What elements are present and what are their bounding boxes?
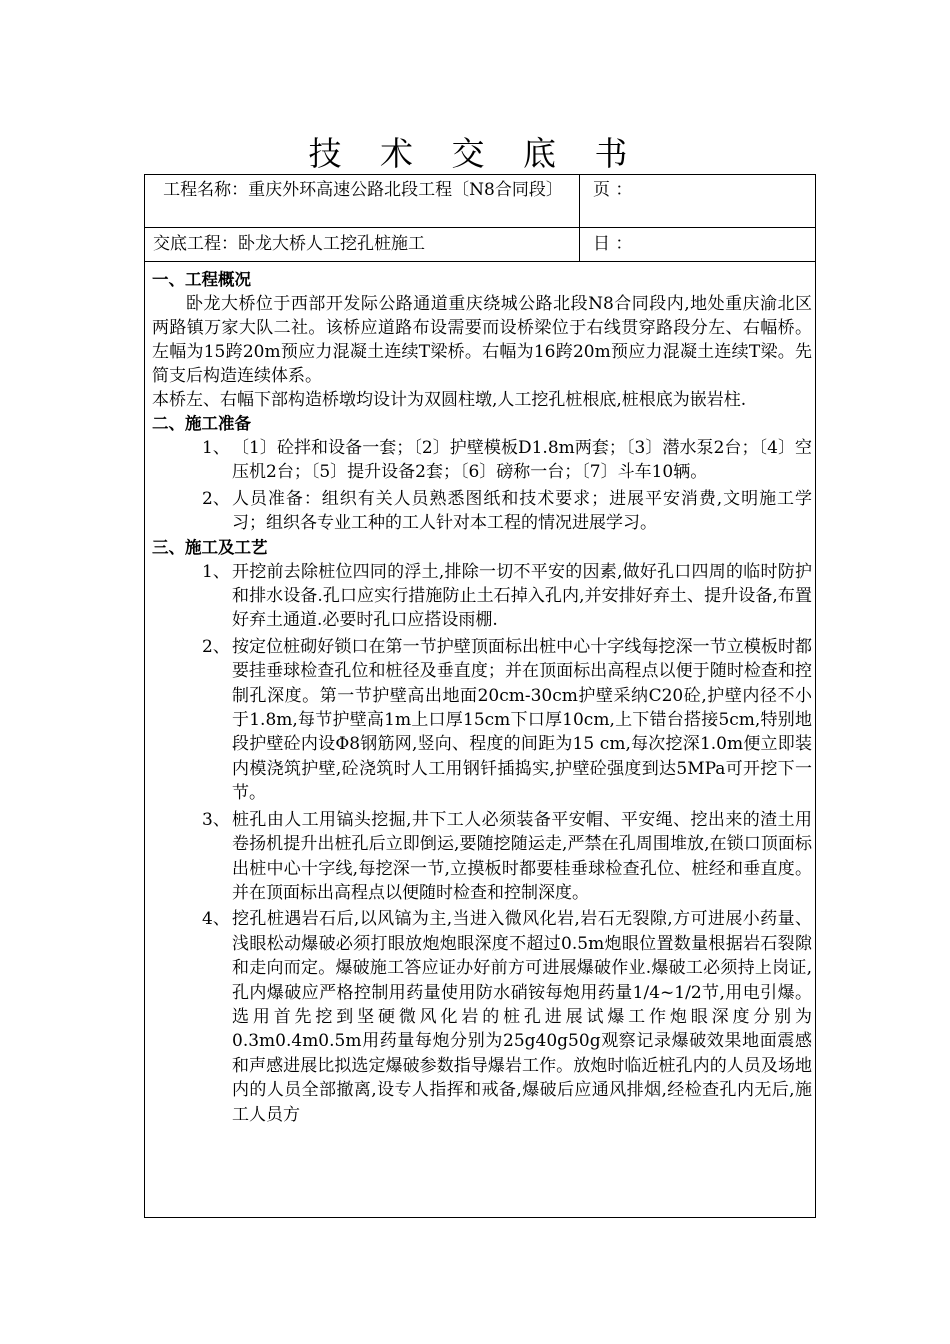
section-heading-process: 三、施工及工艺 (152, 537, 268, 557)
page-field: 页 ： (593, 180, 633, 200)
content-body (152, 268, 812, 1127)
document-title: 技 术 交 底 书 (308, 134, 642, 173)
header-row-handover (145, 228, 815, 262)
item-number: 1、 (202, 438, 230, 458)
project-name: 工程名称：重庆外环高速公路北段工程〔N8合同段〕 (163, 180, 563, 200)
list-item (202, 487, 812, 536)
item-number: 2、 (202, 636, 230, 657)
list-item (202, 808, 812, 906)
item-text: 按定位桩砌好锁口在第一节护壁顶面标出桩中心十字线每挖深一节立模板时都要挂垂球检查孔位和桩径及垂直度；并在顶面标出高程点以便于随时检查和控制孔深度。第一节护壁高出地面20cm-30cm护壁采纳C20砼,护壁内径不小于1.8m,每节护壁高1m上口厚15cm下口厚10cm,上下错台搭接5cm,特别地段护壁砼内设Φ8钢筋网,竖向、程度的间距为15 cm,每次挖深1.0m便立即装内模浇筑护壁,砼浇筑时人工用钢钎插捣实,护壁砼强度到达5MPa可开挖下一节。 (232, 636, 812, 804)
item-number: 3、 (202, 809, 230, 830)
item-text: 挖孔桩遇岩石后,以风镐为主,当进入微风化岩,岩石无裂隙,方可进展小药量、浅眼松动爆破必须打眼放炮炮眼深度不超过0.5m炮眼位置数量根据岩石裂隙和走向而定。爆破施工答应证办好前方可进展爆破作业.爆破工必须持上岗证,孔内爆破应严格控制用药量使用防水硝铵每炮用药量1/4~1/2节,用电引爆。选用首先挖到坚硬微风化岩的桩孔进展试爆工作炮眼深度分别为0.3m0.4m0.5m用药量每炮分别为25g40g50g观察记录爆破效果地面震感和声感进展比拟选定爆破参数指导爆岩工作。放炮时临近桩孔内的人员及场地内的人员全部撤离,设专人指挥和戒备,爆破后应通风排烟,经检查孔内无后,施工人员方 (232, 909, 812, 1125)
disclosure-table (144, 174, 816, 1218)
item-text: 人员准备：组织有关人员熟悉图纸和技术要求；进展平安消费,文明施工学习；组织各专业工种的工人针对本工程的情况进展学习。 (232, 488, 812, 534)
list-item (202, 907, 812, 1127)
date-field: 日 ： (593, 234, 633, 254)
item-text: 开挖前去除桩位四同的浮土,排除一切不平安的因素,做好孔口四周的临时防护和排水设备.孔口应实行措施防止土石掉入孔内,并安排好弃土、提升设备,布置好弃土通道.必要时孔口应搭设雨棚. (232, 561, 812, 631)
list-item (202, 560, 812, 633)
header-divider (579, 175, 580, 262)
item-number: 1、 (202, 561, 230, 582)
overview-paragraph: 卧龙大桥位于西部开发际公路通道重庆绕城公路北段N8合同段内,地处重庆渝北区两路镇万家大队二社。该桥应道路布设需要而设桥梁位于右线贯穿路段分左、右幅桥。左幅为15跨20m预应力混凝土连续T梁桥。右幅为16跨20m预应力混凝土连续T梁。先简支后构造连续体系。 (152, 294, 812, 386)
item-number: 4、 (202, 909, 230, 930)
list-item (202, 635, 812, 806)
section-heading-overview: 一、工程概况 (152, 270, 251, 289)
item-text: 〔1〕砼拌和设备一套；〔2〕护壁模板D1.8m两套；〔3〕潜水泵2台；〔4〕空压机2台；〔5〕提升设备2套；〔6〕磅称一台；〔7〕斗车10辆。 (232, 438, 812, 483)
item-text: 桩孔由人工用镐头挖掘,井下工人必须装备平安帽、平安绳、挖出来的渣土用卷扬机提升出桩孔后立即倒运,要随挖随运走,严禁在孔周围堆放,在锁口顶面标出桩中心十字线,每挖深一节,立摸板时都要桂垂球检查孔位、桩经和垂直度。并在顶面标出高程点以便随时检查和控制深度。 (232, 809, 812, 903)
list-item (202, 436, 812, 485)
overview-paragraph-2: 本桥左、右幅下部构造桥墩均设计为双圆柱墩,人工挖孔桩根底,桩根底为嵌岩柱. (152, 390, 747, 410)
section-heading-prep: 二、施工准备 (152, 414, 251, 433)
item-number: 2、 (202, 488, 230, 509)
header-row-project (145, 175, 815, 228)
handover-project: 交底工程：卧龙大桥人工挖孔桩施工 (153, 234, 425, 254)
